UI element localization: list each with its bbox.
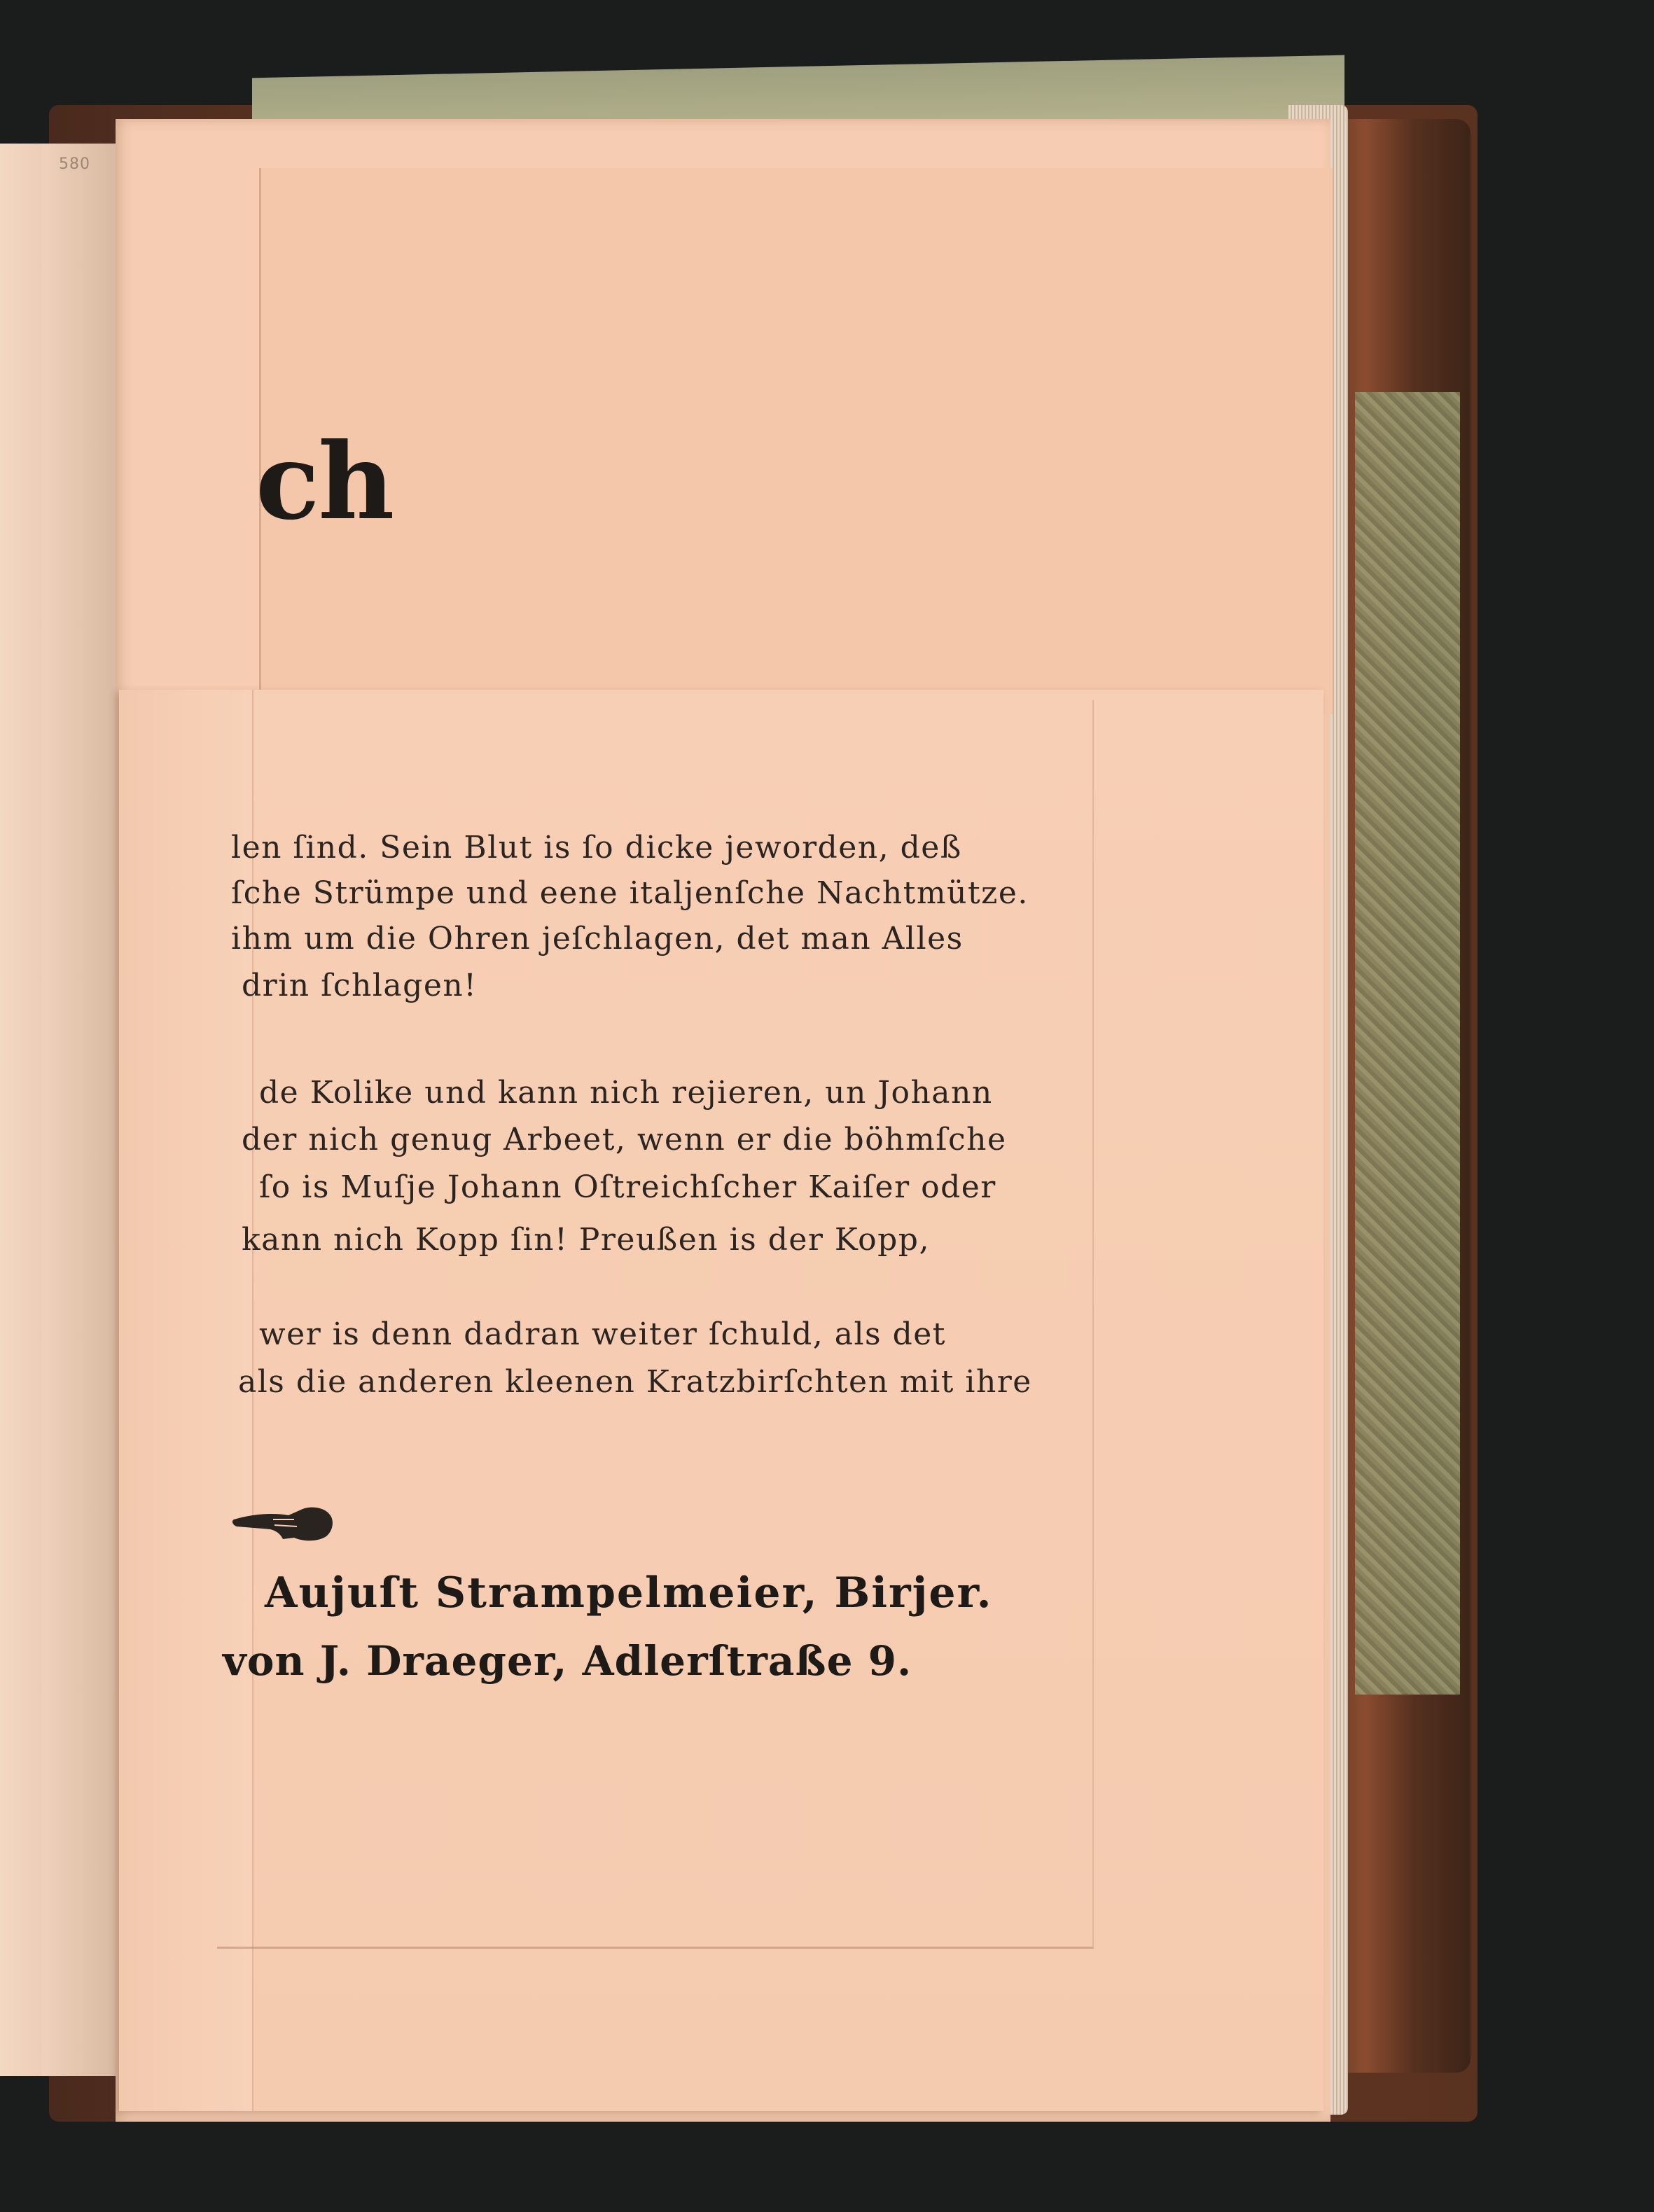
text-line: len ſind. Sein Blut is ſo dicke jeworden, deß [231, 830, 962, 865]
left-page-gutter [42, 144, 119, 2076]
back-sheet-title-fragment: ch [256, 420, 394, 543]
text-line: kann nich Kopp ſin! Preußen is der Kopp, [242, 1222, 930, 1258]
text-line: wer is denn dadran weiter ſchuld, als det [259, 1316, 946, 1352]
spine-cloth [1355, 392, 1460, 1695]
text-line: ihm um die Ohren jeſchlagen, det man Alles [231, 921, 964, 957]
text-line: der nich genug Arbeet, wenn er die böhmſche [242, 1122, 1007, 1157]
text-line: drin ſchlagen! [242, 968, 478, 1003]
signature-line: Aujuſt Strampelmeier, Birjer. [265, 1568, 993, 1618]
printer-line: von J. Draeger, Adlerſtraße 9. [223, 1637, 912, 1685]
text-line: de Kolike und kann nich rejieren, un Johann [259, 1075, 993, 1111]
text-line: ſche Strümpe und eene italjenſche Nachtmütze. [231, 875, 1029, 911]
back-sheet [259, 168, 1333, 714]
page-corner-mark: 580 [59, 155, 90, 173]
pointing-hand-icon [231, 1498, 336, 1547]
text-line: ſo is Muſje Johann Oſtreichſcher Kaiſer oder [259, 1169, 996, 1205]
text-line: als die anderen kleenen Kratzbirſchten mit ihre [238, 1364, 1032, 1400]
